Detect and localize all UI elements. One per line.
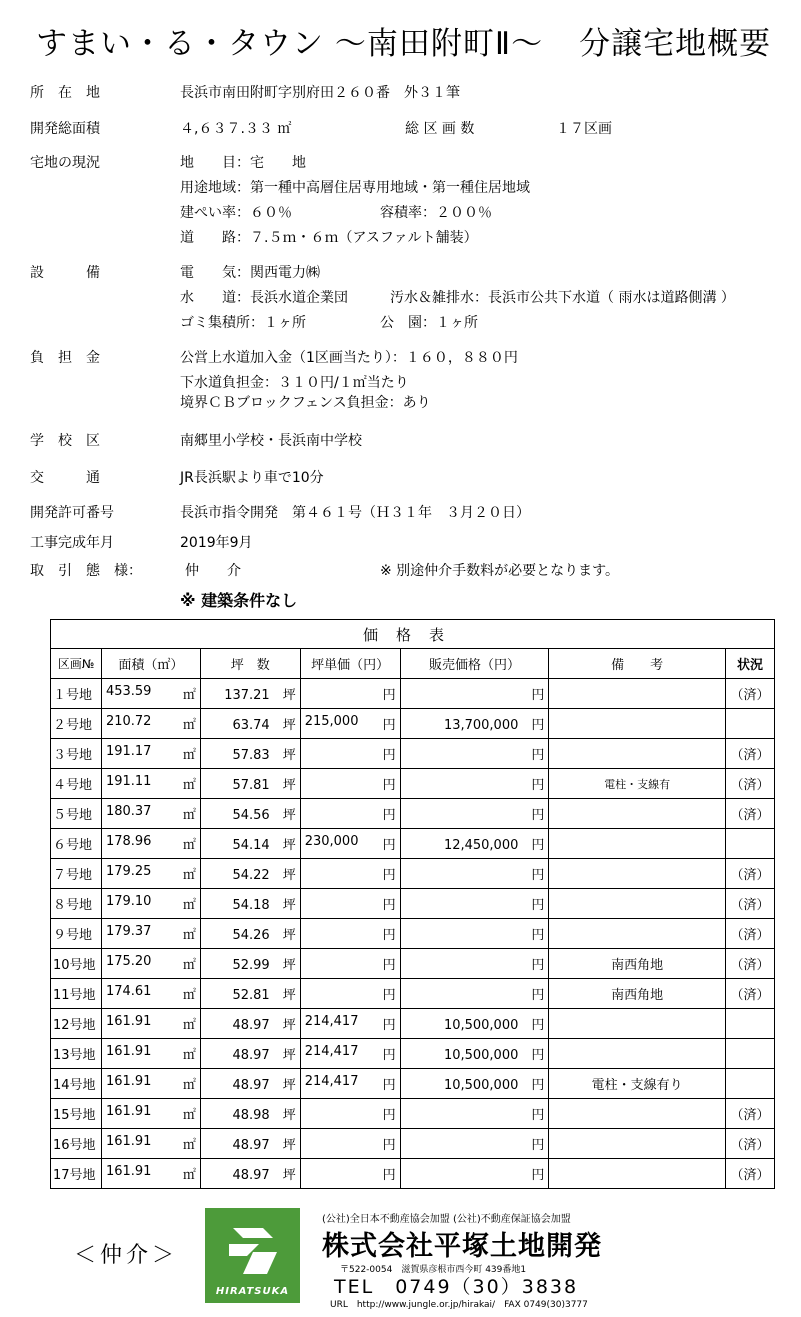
- school-label: 学 校 区: [30, 433, 100, 449]
- price-cell: 円: [400, 1129, 549, 1159]
- road-info: 道 路：７.５ｍ・６ｍ（アスファルト舗装）: [180, 230, 478, 246]
- area-cell: 161.91 ㎡: [101, 1129, 200, 1159]
- price-cell: 円: [400, 739, 549, 769]
- lot-cell: 13号地: [51, 1039, 102, 1069]
- unit-price-cell: 214,417 円: [300, 1009, 400, 1039]
- price-cell: 円: [400, 769, 549, 799]
- header-lot: 区画№: [51, 649, 102, 679]
- company-name: 株式会社平塚土地開発: [322, 1231, 602, 1262]
- water-fee: 公営上水道加入金（1区画当たり）：１６０，８８０円: [180, 350, 518, 366]
- table-row: [51, 949, 775, 979]
- fence-fee: 境界ＣＢブロックフェンス負担金：あり: [180, 395, 431, 411]
- tsubo-cell: 52.81 坪: [200, 979, 300, 1009]
- park: 公 園：１ヶ所: [380, 315, 478, 331]
- lot-cell: 11号地: [51, 979, 102, 1009]
- lot-cell: ９号地: [51, 919, 102, 949]
- unit-price-cell: 円: [300, 889, 400, 919]
- price-cell: 円: [400, 979, 549, 1009]
- area-cell: 179.25 ㎡: [101, 859, 200, 889]
- remarks-cell: [549, 859, 726, 889]
- area-label: 開発総面積: [30, 121, 100, 137]
- price-cell: 10,500,000 円: [400, 1009, 549, 1039]
- tsubo-cell: 57.83 坪: [200, 739, 300, 769]
- coverage-ratio: 建ぺい率：６０％: [180, 205, 292, 221]
- tsubo-cell: 48.97 坪: [200, 1129, 300, 1159]
- area-cell: 161.91 ㎡: [101, 1009, 200, 1039]
- header-tsubo: 坪 数: [200, 649, 300, 679]
- sewer-fee: 下水道負担金：３１０円/１㎡当たり: [180, 375, 409, 391]
- table-row: [51, 829, 775, 859]
- table-row: [51, 859, 775, 889]
- unit-price-cell: 円: [300, 919, 400, 949]
- lot-cell: 12号地: [51, 1009, 102, 1039]
- header-unit-price: 坪単価（円）: [300, 649, 400, 679]
- price-cell: 円: [400, 1159, 549, 1189]
- logo-text: HIRATSUKA: [215, 1286, 290, 1297]
- location-label: 所 在 地: [30, 85, 100, 101]
- area-cell: 191.11 ㎡: [101, 769, 200, 799]
- remarks-cell: 電柱・支線有: [549, 769, 726, 799]
- remarks-cell: [549, 1099, 726, 1129]
- garbage: ゴミ集積所：１ヶ所: [180, 315, 306, 331]
- area-cell: 453.59 ㎡: [101, 679, 200, 709]
- table-row: [51, 1159, 775, 1189]
- status-cell: （済）: [725, 1159, 774, 1189]
- status-cell: （済）: [725, 979, 774, 1009]
- tsubo-cell: 48.97 坪: [200, 1159, 300, 1189]
- table-row: [51, 799, 775, 829]
- tsubo-cell: 48.98 坪: [200, 1099, 300, 1129]
- area-cell: 180.37 ㎡: [101, 799, 200, 829]
- association-memberships: (公社)全日本不動産協会加盟 (公社)不動産保証協会加盟: [322, 1214, 571, 1225]
- unit-price-cell: 214,417 円: [300, 1039, 400, 1069]
- tsubo-cell: 54.14 坪: [200, 829, 300, 859]
- status-cell: （済）: [725, 889, 774, 919]
- lot-cell: 15号地: [51, 1099, 102, 1129]
- remarks-cell: [549, 799, 726, 829]
- tsubo-cell: 54.56 坪: [200, 799, 300, 829]
- unit-price-cell: 214,417 円: [300, 1069, 400, 1099]
- sewage: 汚水＆雑排水：長浜市公共下水道（ 雨水は道路側溝 ）: [390, 290, 735, 306]
- unit-price-cell: 円: [300, 799, 400, 829]
- remarks-cell: [549, 889, 726, 919]
- location-value: 長浜市南田附町字別府田２６０番 外３１筆: [180, 85, 460, 101]
- status-cell: （済）: [725, 949, 774, 979]
- price-cell: 円: [400, 919, 549, 949]
- lot-cell: ２号地: [51, 709, 102, 739]
- price-cell: 円: [400, 1099, 549, 1129]
- price-cell: 円: [400, 679, 549, 709]
- tsubo-cell: 57.81 坪: [200, 769, 300, 799]
- unit-price-cell: 円: [300, 1129, 400, 1159]
- unit-price-cell: 円: [300, 859, 400, 889]
- lots-value: １７区画: [556, 121, 612, 137]
- unit-price-cell: 円: [300, 739, 400, 769]
- price-table-header: [51, 649, 775, 679]
- transaction-label: 取 引 態 様：: [30, 563, 142, 579]
- table-row: [51, 889, 775, 919]
- price-cell: 13,700,000 円: [400, 709, 549, 739]
- electric: 電 気：関西電力㈱: [180, 265, 320, 281]
- price-table-body: [51, 679, 775, 1189]
- permit-value: 長浜市指令開発 第４６１号（Ｈ３１年 ３月２０日）: [180, 505, 530, 521]
- status-label: 宅地の現況: [30, 155, 100, 171]
- table-row: [51, 919, 775, 949]
- status-cell: [725, 1039, 774, 1069]
- company-url-fax: URL http://www.jungle.or.jp/hirakai/ FAX 0749(30)3777: [330, 1300, 588, 1310]
- facilities-label: 設 備: [30, 265, 100, 281]
- company-address: 〒522-0054 滋賀県彦根市西今町 439番地1: [340, 1265, 527, 1275]
- transaction-value: 仲 介: [185, 563, 241, 579]
- status-cell: （済）: [725, 1129, 774, 1159]
- price-cell: 円: [400, 859, 549, 889]
- tsubo-cell: 63.74 坪: [200, 709, 300, 739]
- broker-label: ＜仲介＞: [74, 1243, 179, 1268]
- lot-cell: ５号地: [51, 799, 102, 829]
- table-row: [51, 1069, 775, 1099]
- header-status: 状況: [725, 649, 774, 679]
- completion-value: 2019年9月: [180, 535, 253, 551]
- status-cell: （済）: [725, 739, 774, 769]
- area-cell: 174.61 ㎡: [101, 979, 200, 1009]
- remarks-cell: 南西角地: [549, 949, 726, 979]
- status-cell: （済）: [725, 1099, 774, 1129]
- area-cell: 161.91 ㎡: [101, 1099, 200, 1129]
- remarks-cell: 南西角地: [549, 979, 726, 1009]
- tsubo-cell: 54.18 坪: [200, 889, 300, 919]
- unit-price-cell: 円: [300, 1099, 400, 1129]
- company-tel: TEL 0749（30）3838: [334, 1276, 579, 1298]
- remarks-cell: 電柱・支線有り: [549, 1069, 726, 1099]
- status-cell: （済）: [725, 919, 774, 949]
- table-row: [51, 709, 775, 739]
- completion-label: 工事完成年月: [30, 535, 114, 551]
- header-price: 販売価格（円）: [400, 649, 549, 679]
- lot-cell: ７号地: [51, 859, 102, 889]
- tsubo-cell: 54.22 坪: [200, 859, 300, 889]
- price-table: [50, 619, 775, 1189]
- area-cell: 175.20 ㎡: [101, 949, 200, 979]
- area-cell: 179.10 ㎡: [101, 889, 200, 919]
- status-cell: [725, 829, 774, 859]
- lot-cell: ３号地: [51, 739, 102, 769]
- tsubo-cell: 48.97 坪: [200, 1039, 300, 1069]
- table-row: [51, 1129, 775, 1159]
- price-cell: 10,500,000 円: [400, 1039, 549, 1069]
- lot-cell: ８号地: [51, 889, 102, 919]
- table-row: [51, 679, 775, 709]
- area-cell: 161.91 ㎡: [101, 1069, 200, 1099]
- price-cell: 円: [400, 799, 549, 829]
- unit-price-cell: 円: [300, 979, 400, 1009]
- area-cell: 210.72 ㎡: [101, 709, 200, 739]
- area-value: ４,６３７.３３ ㎡: [180, 121, 292, 137]
- lot-cell: 17号地: [51, 1159, 102, 1189]
- header-area: 面積（㎡）: [101, 649, 200, 679]
- building-condition-note: ※ 建築条件なし: [180, 591, 298, 610]
- tsubo-cell: 48.97 坪: [200, 1069, 300, 1099]
- unit-price-cell: 円: [300, 949, 400, 979]
- transport-value: JR長浜駅より車で10分: [180, 470, 324, 486]
- area-cell: 161.91 ㎡: [101, 1039, 200, 1069]
- school-value: 南郷里小学校・長浜南中学校: [180, 433, 362, 449]
- header-remarks: 備 考: [549, 649, 726, 679]
- area-cell: 179.37 ㎡: [101, 919, 200, 949]
- lots-label: 総 区 画 数: [405, 121, 475, 137]
- unit-price-cell: 230,000 円: [300, 829, 400, 859]
- tsubo-cell: 52.99 坪: [200, 949, 300, 979]
- table-row: [51, 979, 775, 1009]
- page-title: すまい・る・タウン ～南田附町Ⅱ～ 分譲宅地概要: [36, 26, 772, 62]
- land-type: 地 目：宅 地: [180, 155, 306, 171]
- area-cell: 161.91 ㎡: [101, 1159, 200, 1189]
- remarks-cell: [549, 829, 726, 859]
- table-row: [51, 1099, 775, 1129]
- price-table-caption: 価格表: [51, 620, 775, 649]
- lot-cell: ６号地: [51, 829, 102, 859]
- remarks-cell: [549, 709, 726, 739]
- water: 水 道：長浜水道企業団: [180, 290, 348, 306]
- lot-cell: 10号地: [51, 949, 102, 979]
- logo-mark-icon: [223, 1222, 281, 1280]
- tsubo-cell: 137.21 坪: [200, 679, 300, 709]
- area-cell: 191.17 ㎡: [101, 739, 200, 769]
- price-cell: 10,500,000 円: [400, 1069, 549, 1099]
- table-row: [51, 769, 775, 799]
- tsubo-cell: 54.26 坪: [200, 919, 300, 949]
- lot-cell: ４号地: [51, 769, 102, 799]
- remarks-cell: [549, 739, 726, 769]
- unit-price-cell: 215,000 円: [300, 709, 400, 739]
- status-cell: （済）: [725, 799, 774, 829]
- status-cell: [725, 1009, 774, 1039]
- status-cell: [725, 1069, 774, 1099]
- tsubo-cell: 48.97 坪: [200, 1009, 300, 1039]
- remarks-cell: [549, 679, 726, 709]
- zoning: 用途地域：第一種中高層住居専用地域・第一種住居地域: [180, 180, 530, 196]
- price-cell: 円: [400, 949, 549, 979]
- lot-cell: １号地: [51, 679, 102, 709]
- permit-label: 開発許可番号: [30, 505, 114, 521]
- area-cell: 178.96 ㎡: [101, 829, 200, 859]
- commission-note: ※ 別途仲介手数料が必要となります。: [380, 563, 620, 579]
- table-row: [51, 1009, 775, 1039]
- remarks-cell: [549, 1129, 726, 1159]
- price-cell: 12,450,000 円: [400, 829, 549, 859]
- fees-label: 負 担 金: [30, 350, 100, 366]
- unit-price-cell: 円: [300, 679, 400, 709]
- status-cell: [725, 709, 774, 739]
- company-logo: [205, 1208, 300, 1303]
- remarks-cell: [549, 1039, 726, 1069]
- floor-area-ratio: 容積率：２００％: [380, 205, 492, 221]
- lot-cell: 14号地: [51, 1069, 102, 1099]
- remarks-cell: [549, 1009, 726, 1039]
- status-cell: （済）: [725, 859, 774, 889]
- status-cell: （済）: [725, 679, 774, 709]
- table-row: [51, 1039, 775, 1069]
- price-cell: 円: [400, 889, 549, 919]
- lot-cell: 16号地: [51, 1129, 102, 1159]
- unit-price-cell: 円: [300, 769, 400, 799]
- table-row: [51, 739, 775, 769]
- remarks-cell: [549, 919, 726, 949]
- remarks-cell: [549, 1159, 726, 1189]
- status-cell: （済）: [725, 769, 774, 799]
- unit-price-cell: 円: [300, 1159, 400, 1189]
- transport-label: 交 通: [30, 470, 100, 486]
